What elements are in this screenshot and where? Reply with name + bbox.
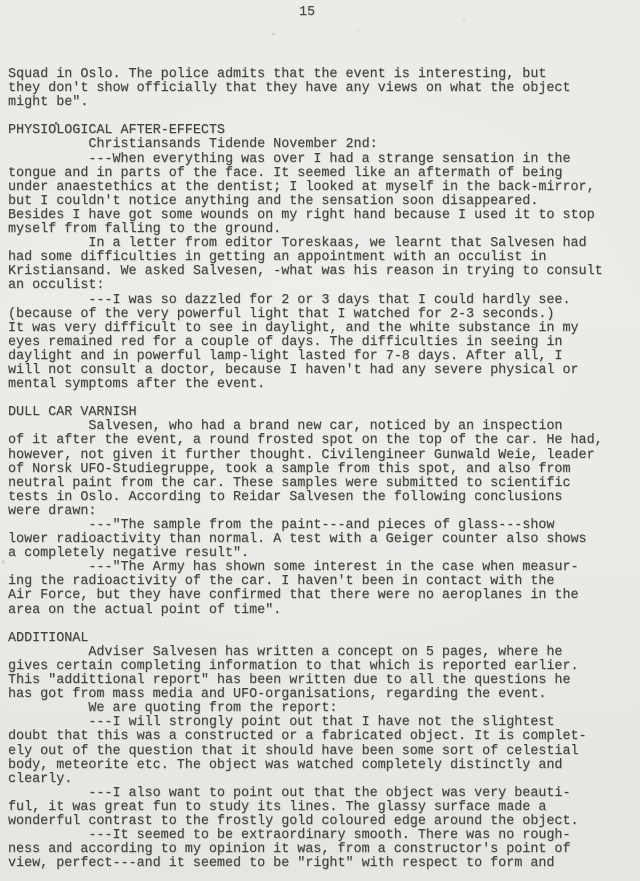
text-line: neutral paint from the car. These samples were submitted to scientific: [8, 475, 571, 491]
paper-speck: [505, 465, 507, 467]
text-line: Besides I have got some wounds on my right hand because I used it to stop: [8, 207, 595, 223]
text-line: body, meteorite etc. The object was watched completely distinctly and: [8, 757, 563, 773]
section-heading: PHYSIO̊LOGICAL AFTER-EFFECTS: [8, 123, 225, 139]
text-line: tests in Oslo. According to Reidar Salvesen the following conclusions: [8, 489, 563, 505]
text-line: were drawn:: [8, 503, 97, 519]
text-line: tongue and in parts of the face. It seemed like an aftermath of being: [8, 165, 563, 181]
paper-speck: [2, 560, 5, 564]
text-line: a completely negative result".: [8, 546, 250, 562]
text-line: Squad in Oslo. The police admits that the event is interesting, but: [8, 67, 547, 82]
text-line: ---It seemed to be extraordinary smooth. There was no rough-: [8, 828, 571, 844]
text-line: ---When everything was over I had a strange sensation in the: [8, 151, 571, 167]
section-heading: DULL CAR VARNISH: [8, 405, 137, 421]
text-line: ing the radioactivity of the car. I haven't been in contact with the: [8, 574, 555, 590]
text-line: of Norsk UFO-Studiegruppe, took a sample from this spot, and also from: [8, 461, 571, 477]
text-line: however, not given it further thought. Civilengineer Gunwald Weie, leader: [8, 447, 595, 463]
text-line: daylight and in powerful lamp-light lasted for 7-8 days. After all, I: [8, 348, 563, 364]
text-line: ness and according to my opinion it was, from a constructor's point of: [8, 842, 571, 858]
text-line: In a letter from editor Toreskaas, we learnt that Salvesen had: [8, 236, 587, 252]
paper-speck: [272, 33, 275, 35]
text-line: ful, it was great fun to study its lines. The glassy surface made a: [8, 799, 547, 815]
text-line: Air Force, but they have confirmed that there were no aeroplanes in the: [8, 588, 579, 604]
text-line: ---I also want to point out that the object was very beauti-: [8, 785, 571, 801]
text-line: mental symptoms after the event.: [8, 377, 266, 393]
text-line: view, perfect---and it seemed to be "right" with respect to form and: [8, 856, 555, 872]
text-line: ---"The sample from the paint---and pieces of glass---show: [8, 518, 555, 533]
text-line: an occulist:: [8, 278, 105, 294]
text-line: of it after the event, a round frosted spot on the top of the car. He had,: [8, 433, 603, 449]
text-line: ---"The Army has shown some interest in the case when measur-: [8, 560, 579, 576]
text-line: might be".: [8, 95, 89, 111]
text-line: It was very difficult to see in daylight, and the white substance in my: [8, 320, 579, 336]
text-line: Adviser Salvesen has written a concept on 5 pages, where he: [8, 644, 563, 660]
text-line: Salvesen, who had a brand new car, noticed by an inspection: [8, 419, 563, 435]
text-line: wonderful contrast to the frostly gold coloured edge around the object.: [8, 813, 579, 829]
text-line: eyes remained red for a couple of days. The difficulties in seeing in: [8, 334, 563, 350]
text-line: but I couldn't notice anything and the sensation soon disappeared.: [8, 193, 539, 209]
text-line: ---I will strongly point out that I have not the slightest: [8, 715, 555, 731]
text-line: lower radioactivity than normal. A test with a Geiger counter also shows: [8, 532, 587, 548]
text-line: clearly.: [8, 771, 73, 787]
text-line: area on the actual point of time".: [8, 602, 282, 618]
text-line: they don't show officially that they have any views on what the object: [8, 81, 571, 97]
text-line: This "addittional report" has been written due to all the questions he: [8, 673, 571, 689]
text-line: Christiansands Tidende November 2nd:: [8, 137, 378, 153]
page-number: 15: [298, 5, 316, 20]
paper-speck: [463, 18, 465, 20]
text-line: ---I was so dazzled for 2 or 3 days that I could hardly see.: [8, 292, 571, 308]
text-line: doubt that this was a constructed or a fabricated object. It is complet-: [8, 729, 587, 745]
text-line: under anaestethics at the dentist; I looked at myself in the back-mirror,: [8, 179, 595, 195]
text-line: myself from falling to the ground.: [8, 222, 282, 238]
text-line: We are quoting from the report:: [8, 701, 338, 717]
section-heading: ADDITIONAL: [8, 630, 89, 646]
text-line: will not consult a doctor, because I haven't had any severe physical or: [8, 362, 579, 378]
text-line: had some difficulties in getting an appointment with an occulist in: [8, 250, 547, 266]
text-line: has got from mass media and UFO-organisations, regarding the event.: [8, 687, 547, 703]
text-line: gives certain completing information to that which is reported earlier.: [8, 658, 579, 674]
text-line: ely out of the question that it should have been some sort of celestial: [8, 743, 579, 759]
text-line: (because of the very powerful light that I watched for 2-3 seconds.): [8, 306, 555, 322]
text-line: Kristiansand. We asked Salvesen, -what was his reason in trying to consult: [8, 264, 603, 280]
paper-speck: [357, 30, 359, 32]
page-content: [8, 68, 636, 871]
